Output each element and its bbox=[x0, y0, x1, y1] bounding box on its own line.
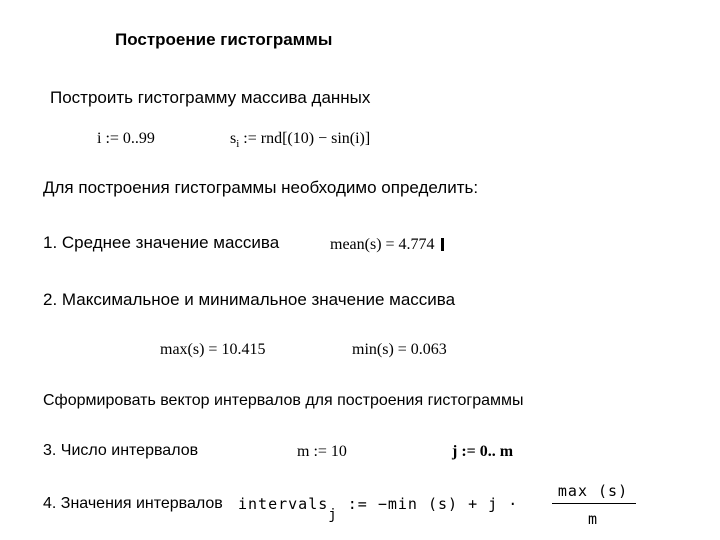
interval-vector-heading: Сформировать вектор интервалов для построения гистограммы bbox=[43, 392, 524, 409]
equation-s-body: := rnd[(10) − sin(i)] bbox=[239, 130, 371, 147]
equation-s-definition bbox=[230, 130, 370, 148]
cursor-marker bbox=[441, 238, 444, 251]
equation-s-subscript: i bbox=[236, 138, 240, 150]
intro-text: Построить гистограмму массива данных bbox=[50, 88, 371, 107]
item-1-mean-label: 1. Среднее значение массива bbox=[43, 233, 280, 252]
equation-j-range: j := 0.. m bbox=[452, 443, 514, 460]
equation-m: m := 10 bbox=[297, 443, 347, 460]
item-2-minmax-label: 2. Максимальное и минимальное значение массива bbox=[43, 290, 456, 309]
equation-mean-text: mean(s) = 4.774 bbox=[330, 236, 435, 253]
equation-s-symbol: s bbox=[230, 130, 237, 147]
equation-max: max(s) = 10.415 bbox=[160, 341, 266, 358]
equation-intervals-subscript: j bbox=[328, 507, 338, 523]
fraction-denominator: m bbox=[587, 510, 599, 528]
requirements-heading: Для построения гистограммы необходимо определить: bbox=[43, 178, 479, 197]
item-3-count-label: 3. Число интервалов bbox=[43, 442, 199, 459]
equation-i-range: i := 0..99 bbox=[97, 130, 155, 147]
equation-intervals-body: := −min (s) + j · bbox=[337, 495, 519, 513]
fraction-bar bbox=[552, 503, 636, 504]
equation-min: min(s) = 0.063 bbox=[352, 341, 447, 358]
page-title: Построение гистограммы bbox=[115, 30, 333, 49]
fraction-numerator: max (s) bbox=[557, 482, 629, 500]
equation-intervals bbox=[236, 495, 519, 523]
item-4-values-label: 4. Значения интервалов bbox=[43, 495, 223, 512]
equation-intervals-symbol: intervals bbox=[238, 495, 329, 513]
equation-mean bbox=[330, 236, 444, 254]
